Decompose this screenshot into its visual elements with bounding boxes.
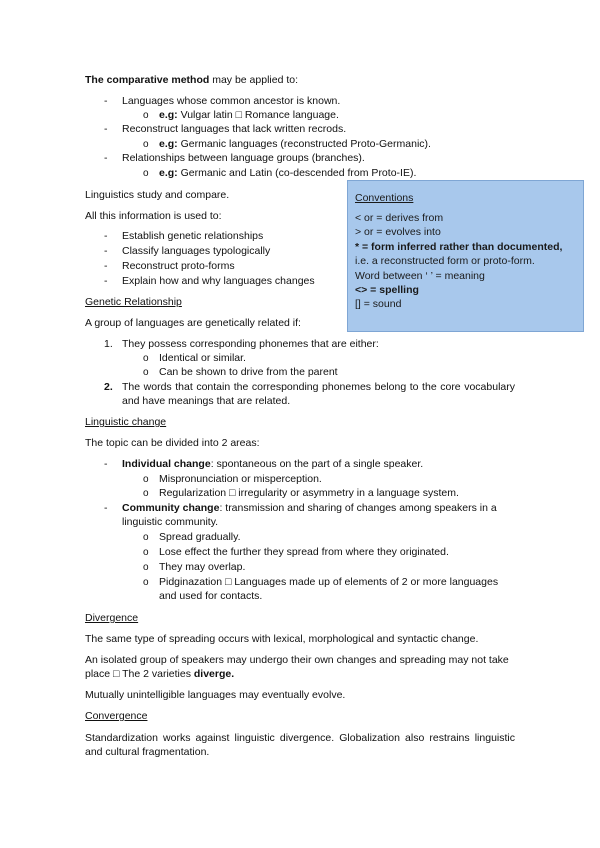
numbered-marker: 1. [104, 338, 113, 350]
intro-title-bold: The comparative method [85, 74, 210, 86]
list-subitem: They may overlap. [159, 561, 246, 573]
dash-bullet: - [104, 95, 108, 107]
dash-bullet: - [104, 152, 108, 164]
list-subitem: Spread gradually. [159, 531, 241, 543]
genetic-intro: A group of languages are genetically related if: [85, 317, 301, 329]
list-subitem: Identical or similar. [159, 352, 246, 364]
list-item: Reconstruct proto-forms [122, 260, 235, 272]
convention-line: < or = derives from [355, 212, 444, 224]
dash-bullet: - [104, 502, 108, 514]
convention-line: * = form inferred rather than documented, [355, 241, 563, 253]
list-subitem: e.g: Vulgar latin □ Romance language. [159, 109, 339, 121]
numbered-marker: 2. [104, 381, 113, 393]
circle-bullet-icon: o [143, 562, 149, 573]
convention-line: <> = spelling [355, 284, 419, 296]
circle-bullet-icon: o [143, 139, 149, 150]
dash-bullet: - [104, 123, 108, 135]
circle-bullet-icon: o [143, 110, 149, 121]
list-subitem: e.g: Germanic languages (reconstructed Proto-Germanic). [159, 138, 431, 150]
list-item: Community change: transmission and sharing of changes among speakers in a linguistic community. [122, 502, 497, 528]
dash-bullet: - [104, 260, 108, 272]
study-line: Linguistics study and compare. [85, 189, 230, 201]
list-subitem: Pidginazation □ Languages made up of elements of 2 or more languages and used for contacts. [159, 576, 499, 602]
genetic-heading: Genetic Relationship [85, 296, 182, 308]
conventions-title: Conventions [355, 192, 414, 204]
list-subitem: Can be shown to drive from the parent [159, 366, 338, 378]
intro-line [85, 74, 298, 87]
list-item: Explain how and why languages changes [122, 275, 315, 287]
divergence-heading: Divergence [85, 612, 139, 624]
divergence-paragraph: Mutually unintelligible languages may eventually evolve. [85, 689, 346, 701]
numbered-item: The words that contain the corresponding phonemes belong to the core vocabulary and have meanings that are related. [122, 381, 515, 407]
dash-bullet: - [104, 275, 108, 287]
circle-bullet-icon: o [143, 168, 149, 179]
conventions-box [347, 180, 584, 332]
numbered-item: They possess corresponding phonemes that are either: [122, 338, 379, 350]
change-intro: The topic can be divided into 2 areas: [85, 437, 260, 449]
info-line: All this information is used to: [85, 210, 222, 222]
convention-line: [] = sound [355, 298, 402, 310]
list-subitem: Regularization □ irregularity or asymmetry in a language system. [159, 487, 459, 499]
circle-bullet-icon: o [143, 547, 149, 558]
circle-bullet-icon: o [143, 367, 149, 378]
convention-line: > or = evolves into [355, 226, 441, 238]
list-item: Reconstruct languages that lack written recrods. [122, 123, 347, 135]
list-item: Establish genetic relationships [122, 230, 264, 242]
dash-bullet: - [104, 458, 108, 470]
intro-title-rest: may be applied to: [209, 74, 299, 86]
circle-bullet-icon: o [143, 577, 149, 588]
list-item: Classify languages typologically [122, 245, 271, 257]
convergence-heading: Convergence [85, 710, 148, 722]
list-item: Relationships between language groups (branches). [122, 152, 365, 164]
dash-bullet: - [104, 230, 108, 242]
list-subitem: Lose effect the further they spread from where they originated. [159, 546, 449, 558]
circle-bullet-icon: o [143, 353, 149, 364]
circle-bullet-icon: o [143, 488, 149, 499]
list-item: Languages whose common ancestor is known. [122, 95, 341, 107]
convergence-paragraph: Standardization works against linguistic divergence. Globalization also restrains linguistic and cultural fragmentation. [85, 732, 515, 758]
divergence-paragraph: An isolated group of speakers may undergo their own changes and spreading may not take place □ The 2 varieties diverge. [85, 654, 509, 680]
circle-bullet-icon: o [143, 474, 149, 485]
convention-line: i.e. a reconstructed form or proto-form. [355, 255, 535, 267]
divergence-paragraph: The same type of spreading occurs with lexical, morphological and syntactic change. [85, 633, 479, 645]
dash-bullet: - [104, 245, 108, 257]
list-item: Individual change: spontaneous on the part of a single speaker. [122, 458, 424, 470]
list-subitem: e.g: Germanic and Latin (co-descended from Proto-IE). [159, 167, 417, 179]
list-subitem: Mispronunciation or misperception. [159, 473, 322, 485]
convention-line: Word between ‘ ’ = meaning [355, 270, 485, 282]
circle-bullet-icon: o [143, 532, 149, 543]
change-heading: Linguistic change [85, 416, 167, 428]
